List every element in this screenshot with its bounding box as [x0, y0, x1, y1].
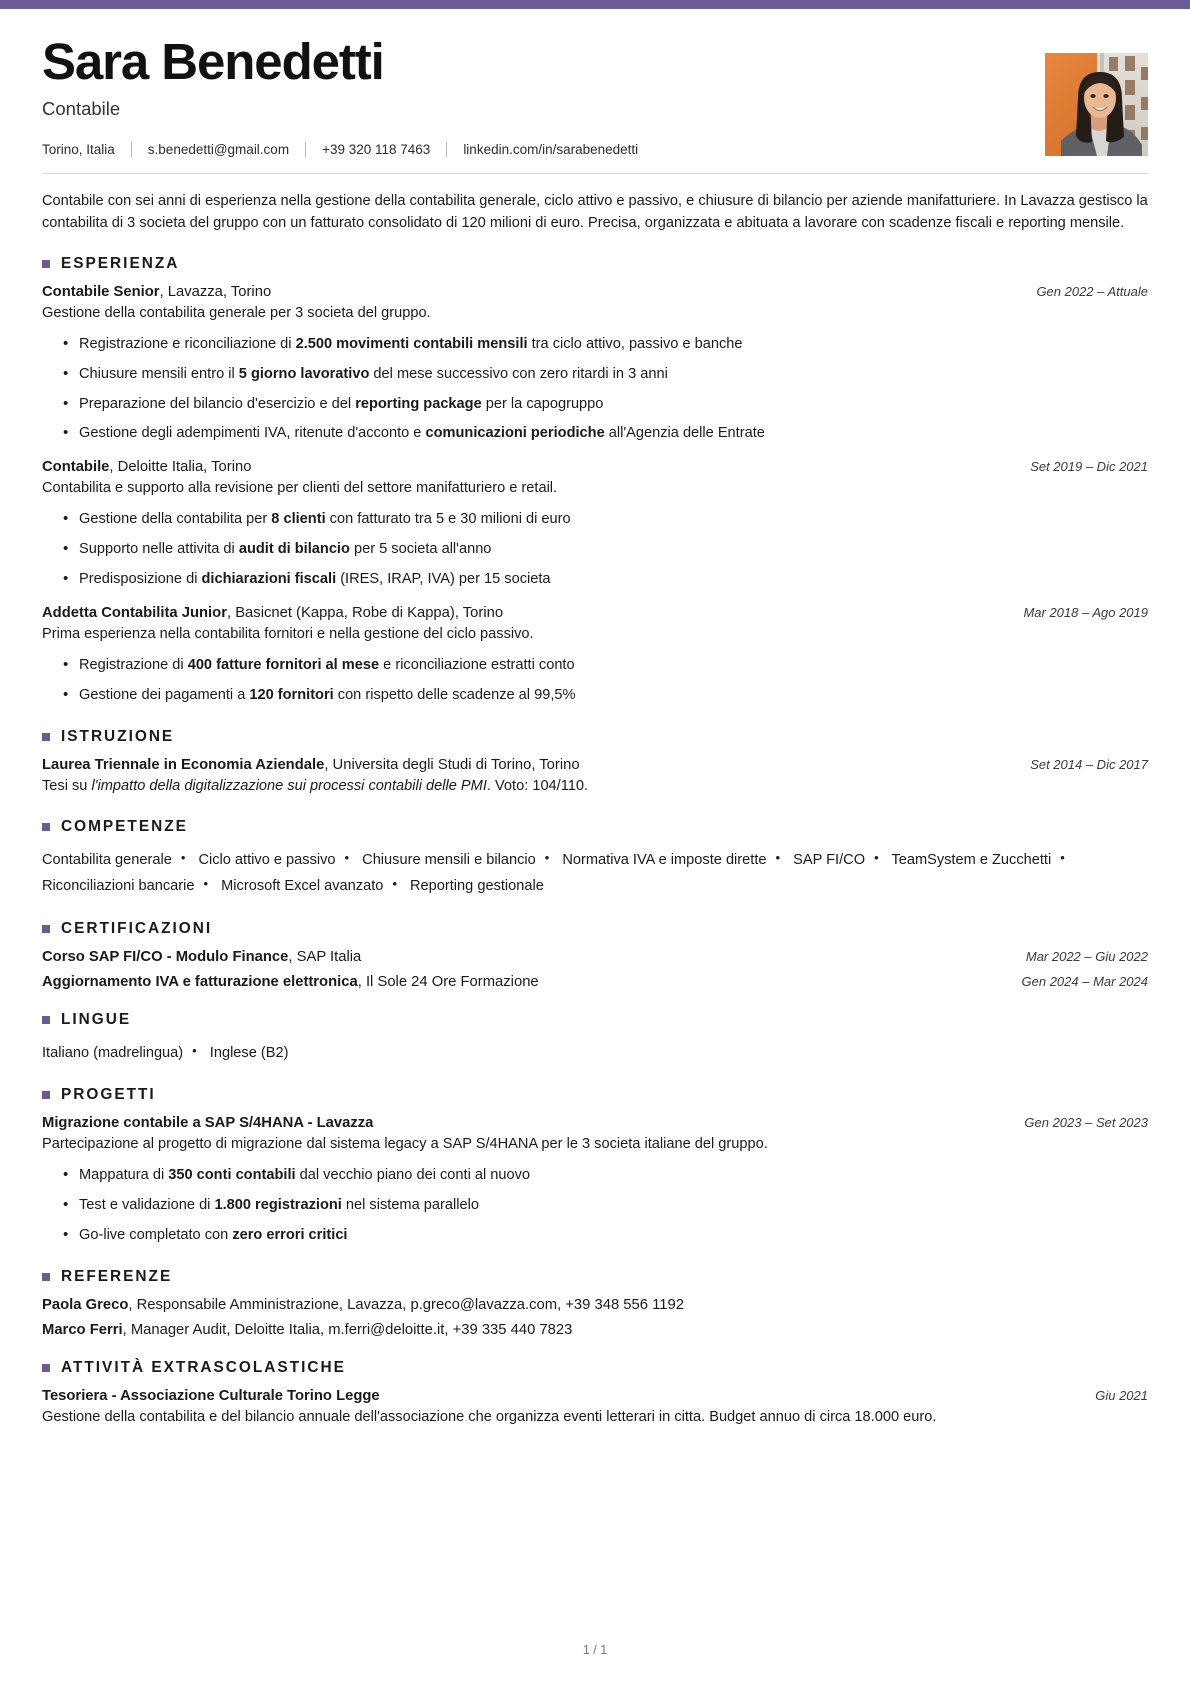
thesis-title: l'impatto della digitalizzazione sui processi contabili delle PMI — [91, 777, 487, 794]
list-item — [79, 364, 1148, 386]
bullet-bold: 1.800 registrazioni — [214, 1197, 342, 1214]
certification-row — [42, 974, 1148, 990]
section-header-skills — [42, 818, 1148, 836]
list-item — [79, 509, 1148, 531]
language-item: Inglese (B2) — [209, 1044, 289, 1061]
bullet-bold: 5 giorno lavorativo — [238, 365, 370, 382]
skill-item: SAP FI/CO — [793, 852, 866, 869]
entry-date: Gen 2022 – Attuale — [1036, 283, 1148, 299]
separator-dot-icon: • — [874, 850, 879, 866]
accent-top-bar — [0, 0, 1190, 9]
certification-title — [42, 974, 1008, 990]
contact-email[interactable]: s.benedetti@gmail.com — [147, 141, 290, 157]
language-item: Italiano (madrelingua) — [42, 1044, 184, 1061]
certification-title — [42, 949, 1012, 965]
list-item — [79, 655, 1148, 677]
bullet-pre: Predisposizione di — [79, 571, 202, 588]
entry-subtitle: Gestione della contabilita generale per 3 societa del gruppo. — [42, 304, 431, 321]
section-education — [42, 728, 1148, 798]
section-header-extracurricular — [42, 1359, 1148, 1377]
section-bullet-icon — [42, 1016, 50, 1024]
list-item — [79, 423, 1148, 445]
entry-subtitle: Partecipazione al progetto di migrazione dal sistema legacy a SAP S/4HANA per le 3 societa italiane del gruppo. — [42, 1136, 768, 1153]
entry-bullet-list — [42, 334, 1148, 446]
entry-bullet-list — [42, 1165, 1148, 1247]
separator-dot-icon: • — [392, 876, 397, 892]
list-item — [79, 569, 1148, 591]
contact-line — [42, 142, 1045, 157]
entry-head — [42, 284, 1148, 300]
experience-entry — [42, 459, 1148, 591]
list-item — [79, 334, 1148, 356]
entry-date: Set 2014 – Dic 2017 — [1030, 756, 1148, 772]
section-title: COMPETENZE — [61, 818, 188, 836]
contact-phone[interactable]: +39 320 118 7463 — [322, 141, 431, 157]
bullet-pre: Go-live completato con — [79, 1227, 233, 1244]
list-item — [79, 394, 1148, 416]
header-divider — [42, 173, 1148, 174]
skill-item: Chiusure mensili e bilancio — [362, 852, 536, 869]
entry-role: Addetta Contabilita Junior — [42, 604, 227, 621]
separator-dot-icon: • — [1060, 850, 1065, 866]
list-item — [79, 1165, 1148, 1187]
entry-company: , Deloitte Italia, Torino — [109, 459, 252, 476]
avatar — [1045, 53, 1148, 156]
entry-title — [42, 1388, 1081, 1404]
reference-text — [42, 1297, 1148, 1313]
section-header-languages — [42, 1011, 1148, 1029]
reference-name: Paola Greco — [42, 1296, 129, 1313]
section-title: ESPERIENZA — [61, 254, 180, 272]
bullet-bold: zero errori critici — [232, 1227, 348, 1244]
entry-title — [42, 1115, 1010, 1131]
section-title: ATTIVITÀ EXTRASCOLASTICHE — [61, 1358, 346, 1376]
bullet-bold: audit di bilancio — [238, 541, 350, 558]
page-footer — [0, 1643, 1190, 1657]
contact-linkedin[interactable]: linkedin.com/in/sarabenedetti — [463, 141, 639, 157]
skill-item: Microsoft Excel avanzato — [221, 878, 384, 895]
bullet-bold: comunicazioni periodiche — [425, 425, 605, 442]
list-item — [79, 685, 1148, 707]
entry-head — [42, 1115, 1148, 1131]
job-title: Contabile — [42, 97, 121, 119]
reference-text — [42, 1322, 1148, 1338]
section-header-education — [42, 728, 1148, 746]
bullet-post: e riconciliazione estratti conto — [379, 656, 575, 673]
section-header-projects — [42, 1086, 1148, 1104]
list-item — [79, 1195, 1148, 1217]
skill-item: TeamSystem e Zucchetti — [891, 852, 1052, 869]
bullet-pre: Test e validazione di — [79, 1197, 215, 1214]
section-extracurricular — [42, 1359, 1148, 1429]
list-item — [79, 1225, 1148, 1247]
separator-dot-icon: • — [203, 876, 209, 892]
thesis-line — [42, 776, 1148, 798]
entry-subtitle: Gestione della contabilita e del bilancio annuale dell'associazione che organizza eventi letterari in citta. Budget annuo di circa 18.000 euro. — [42, 1408, 937, 1425]
bullet-post: tra ciclo attivo, passivo e banche — [527, 335, 743, 352]
bullet-bold: 8 clienti — [271, 511, 326, 528]
entry-title — [42, 757, 1016, 773]
section-bullet-icon — [42, 733, 50, 741]
skill-item: Contabilita generale — [42, 852, 172, 869]
separator-dot-icon: • — [344, 850, 350, 866]
education-entry — [42, 757, 1148, 798]
page-indicator: 1 / 1 — [582, 1643, 608, 1657]
section-header-references — [42, 1268, 1148, 1286]
certification-issuer: , Il Sole 24 Ore Formazione — [357, 973, 539, 990]
entry-head — [42, 1388, 1148, 1404]
bullet-post: nel sistema parallelo — [341, 1197, 479, 1214]
thesis-post: . Voto: 104/110. — [486, 777, 589, 794]
reference-name: Marco Ferri — [42, 1321, 123, 1338]
section-bullet-icon — [42, 925, 50, 933]
bullet-pre: Preparazione del bilancio d'esercizio e del — [79, 395, 356, 412]
institution-name: , Universita degli Studi di Torino, Torino — [324, 756, 580, 773]
separator-dot-icon: • — [544, 850, 550, 866]
list-item — [79, 539, 1148, 561]
reference-row — [42, 1297, 1148, 1313]
bullet-pre: Gestione degli adempimenti IVA, ritenute d'acconto e — [79, 425, 426, 442]
bullet-bold: 2.500 movimenti contabili mensili — [295, 335, 528, 352]
bullet-bold: reporting package — [355, 395, 482, 412]
resume-header — [42, 9, 1148, 157]
section-bullet-icon — [42, 1091, 50, 1099]
section-bullet-icon — [42, 1364, 50, 1372]
entry-role: Contabile Senior — [42, 283, 160, 300]
reference-detail: , Responsabile Amministrazione, Lavazza, p.greco@lavazza.com, +39 348 556 1192 — [128, 1296, 684, 1313]
bullet-pre: Mappatura di — [79, 1167, 169, 1184]
entry-head — [42, 605, 1148, 621]
project-name: Migrazione contabile a SAP S/4HANA - Lavazza — [42, 1115, 374, 1132]
entry-title — [42, 284, 1022, 300]
certification-name: Aggiornamento IVA e fatturazione elettronica — [42, 973, 358, 990]
contact-divider — [446, 142, 447, 157]
bullet-pre: Gestione dei pagamenti a — [79, 686, 250, 703]
bullet-pre: Registrazione e riconciliazione di — [79, 335, 296, 352]
section-languages — [42, 1011, 1148, 1066]
entry-subtitle: Contabilita e supporto alla revisione per clienti del settore manifatturiero e retail. — [42, 480, 558, 497]
separator-dot-icon: • — [180, 850, 186, 866]
bullet-pre: Supporto nelle attivita di — [79, 541, 239, 558]
section-certifications — [42, 920, 1148, 990]
experience-entry — [42, 284, 1148, 445]
section-references — [42, 1268, 1148, 1338]
section-bullet-icon — [42, 823, 50, 831]
contact-location: Torino, Italia — [42, 141, 115, 157]
entry-company: , Lavazza, Torino — [159, 283, 272, 300]
skill-item: Normativa IVA e imposte dirette — [562, 852, 767, 869]
certification-date: Mar 2022 – Giu 2022 — [1025, 948, 1148, 964]
bullet-pre: Gestione della contabilita per — [79, 511, 272, 528]
section-experience — [42, 255, 1148, 707]
section-header-certifications — [42, 920, 1148, 938]
entry-subtitle: Prima esperienza nella contabilita fornitori e nella gestione del ciclo passivo. — [42, 625, 534, 642]
languages-list — [42, 1040, 1148, 1066]
contact-divider — [305, 142, 306, 157]
entry-title — [42, 459, 1016, 475]
header-text-block — [42, 35, 1045, 157]
entry-bullet-list — [42, 655, 1148, 707]
section-bullet-icon — [42, 260, 50, 268]
skill-item: Riconciliazioni bancarie — [42, 878, 195, 895]
reference-row — [42, 1322, 1148, 1338]
skills-list — [42, 847, 1148, 898]
thesis-pre: Tesi su — [42, 777, 92, 794]
bullet-bold: 120 fornitori — [249, 686, 334, 703]
entry-bullet-list — [42, 509, 1148, 591]
bullet-bold: 400 fatture fornitori al mese — [187, 656, 380, 673]
bullet-post: (IRES, IRAP, IVA) per 15 societa — [336, 571, 551, 588]
bullet-post: del mese successivo con zero ritardi in 3 anni — [369, 365, 668, 382]
certification-date: Gen 2024 – Mar 2024 — [1021, 973, 1148, 989]
bullet-post: dal vecchio piano dei conti al nuovo — [295, 1167, 531, 1184]
section-title: ISTRUZIONE — [61, 727, 175, 745]
resume-page — [0, 9, 1190, 1429]
bullet-pre: Chiusure mensili entro il — [79, 365, 239, 382]
entry-date: Set 2019 – Dic 2021 — [1030, 459, 1148, 475]
entry-head — [42, 459, 1148, 475]
certification-row — [42, 949, 1148, 965]
summary-text: Contabile con sei anni di esperienza nella gestione della contabilita generale, ciclo attivo e passivo, e chiusure di bilancio per aziende manifatturiere. In Lavazza gestisco la contabilita di 3 societa del gruppo con un fatturato consolidato di 120 milioni di euro. Precisa, organizzata e abituata a lavorare con scadenze fiscali e reporting mensile. — [42, 192, 1148, 231]
section-projects — [42, 1086, 1148, 1247]
separator-dot-icon: • — [192, 1042, 197, 1058]
entry-head — [42, 757, 1148, 773]
bullet-post: con fatturato tra 5 e 30 milioni di euro — [325, 511, 571, 528]
certification-name: Corso SAP FI/CO - Modulo Finance — [42, 948, 289, 965]
experience-entry — [42, 605, 1148, 707]
activity-name: Tesoriera - Associazione Culturale Torino Legge — [42, 1387, 380, 1404]
skill-item: Ciclo attivo e passivo — [198, 852, 336, 869]
page-title: Sara Benedetti — [42, 33, 384, 90]
section-bullet-icon — [42, 1273, 50, 1281]
section-header-experience — [42, 255, 1148, 273]
entry-date: Gen 2023 – Set 2023 — [1024, 1115, 1148, 1131]
bullet-bold: dichiarazioni fiscali — [201, 571, 337, 588]
bullet-post: all'Agenzia delle Entrate — [604, 425, 765, 442]
certification-issuer: , SAP Italia — [288, 948, 362, 965]
skill-item: Reporting gestionale — [410, 878, 544, 895]
entry-date: Mar 2018 – Ago 2019 — [1023, 604, 1148, 620]
entry-date: Giu 2021 — [1095, 1387, 1148, 1403]
entry-company: , Basicnet (Kappa, Robe di Kappa), Torino — [226, 604, 504, 621]
bullet-post: per 5 societa all'anno — [349, 541, 492, 558]
contact-divider — [131, 142, 132, 157]
section-title: CERTIFICAZIONI — [61, 919, 213, 937]
section-title: PROGETTI — [61, 1086, 156, 1104]
section-skills — [42, 818, 1148, 898]
extracurricular-entry — [42, 1388, 1148, 1429]
section-title: REFERENZE — [61, 1267, 173, 1285]
degree-name: Laurea Triennale in Economia Aziendale — [42, 756, 325, 773]
entry-role: Contabile — [42, 459, 110, 476]
bullet-post: per la capogruppo — [481, 395, 604, 412]
separator-dot-icon: • — [775, 850, 781, 866]
bullet-bold: 350 conti contabili — [168, 1167, 296, 1184]
entry-title — [42, 605, 1009, 621]
project-entry — [42, 1115, 1148, 1247]
bullet-pre: Registrazione di — [79, 656, 188, 673]
section-title: LINGUE — [61, 1010, 132, 1028]
reference-detail: , Manager Audit, Deloitte Italia, m.ferri@deloitte.it, +39 335 440 7823 — [122, 1321, 573, 1338]
bullet-post: con rispetto delle scadenze al 99,5% — [333, 686, 576, 703]
